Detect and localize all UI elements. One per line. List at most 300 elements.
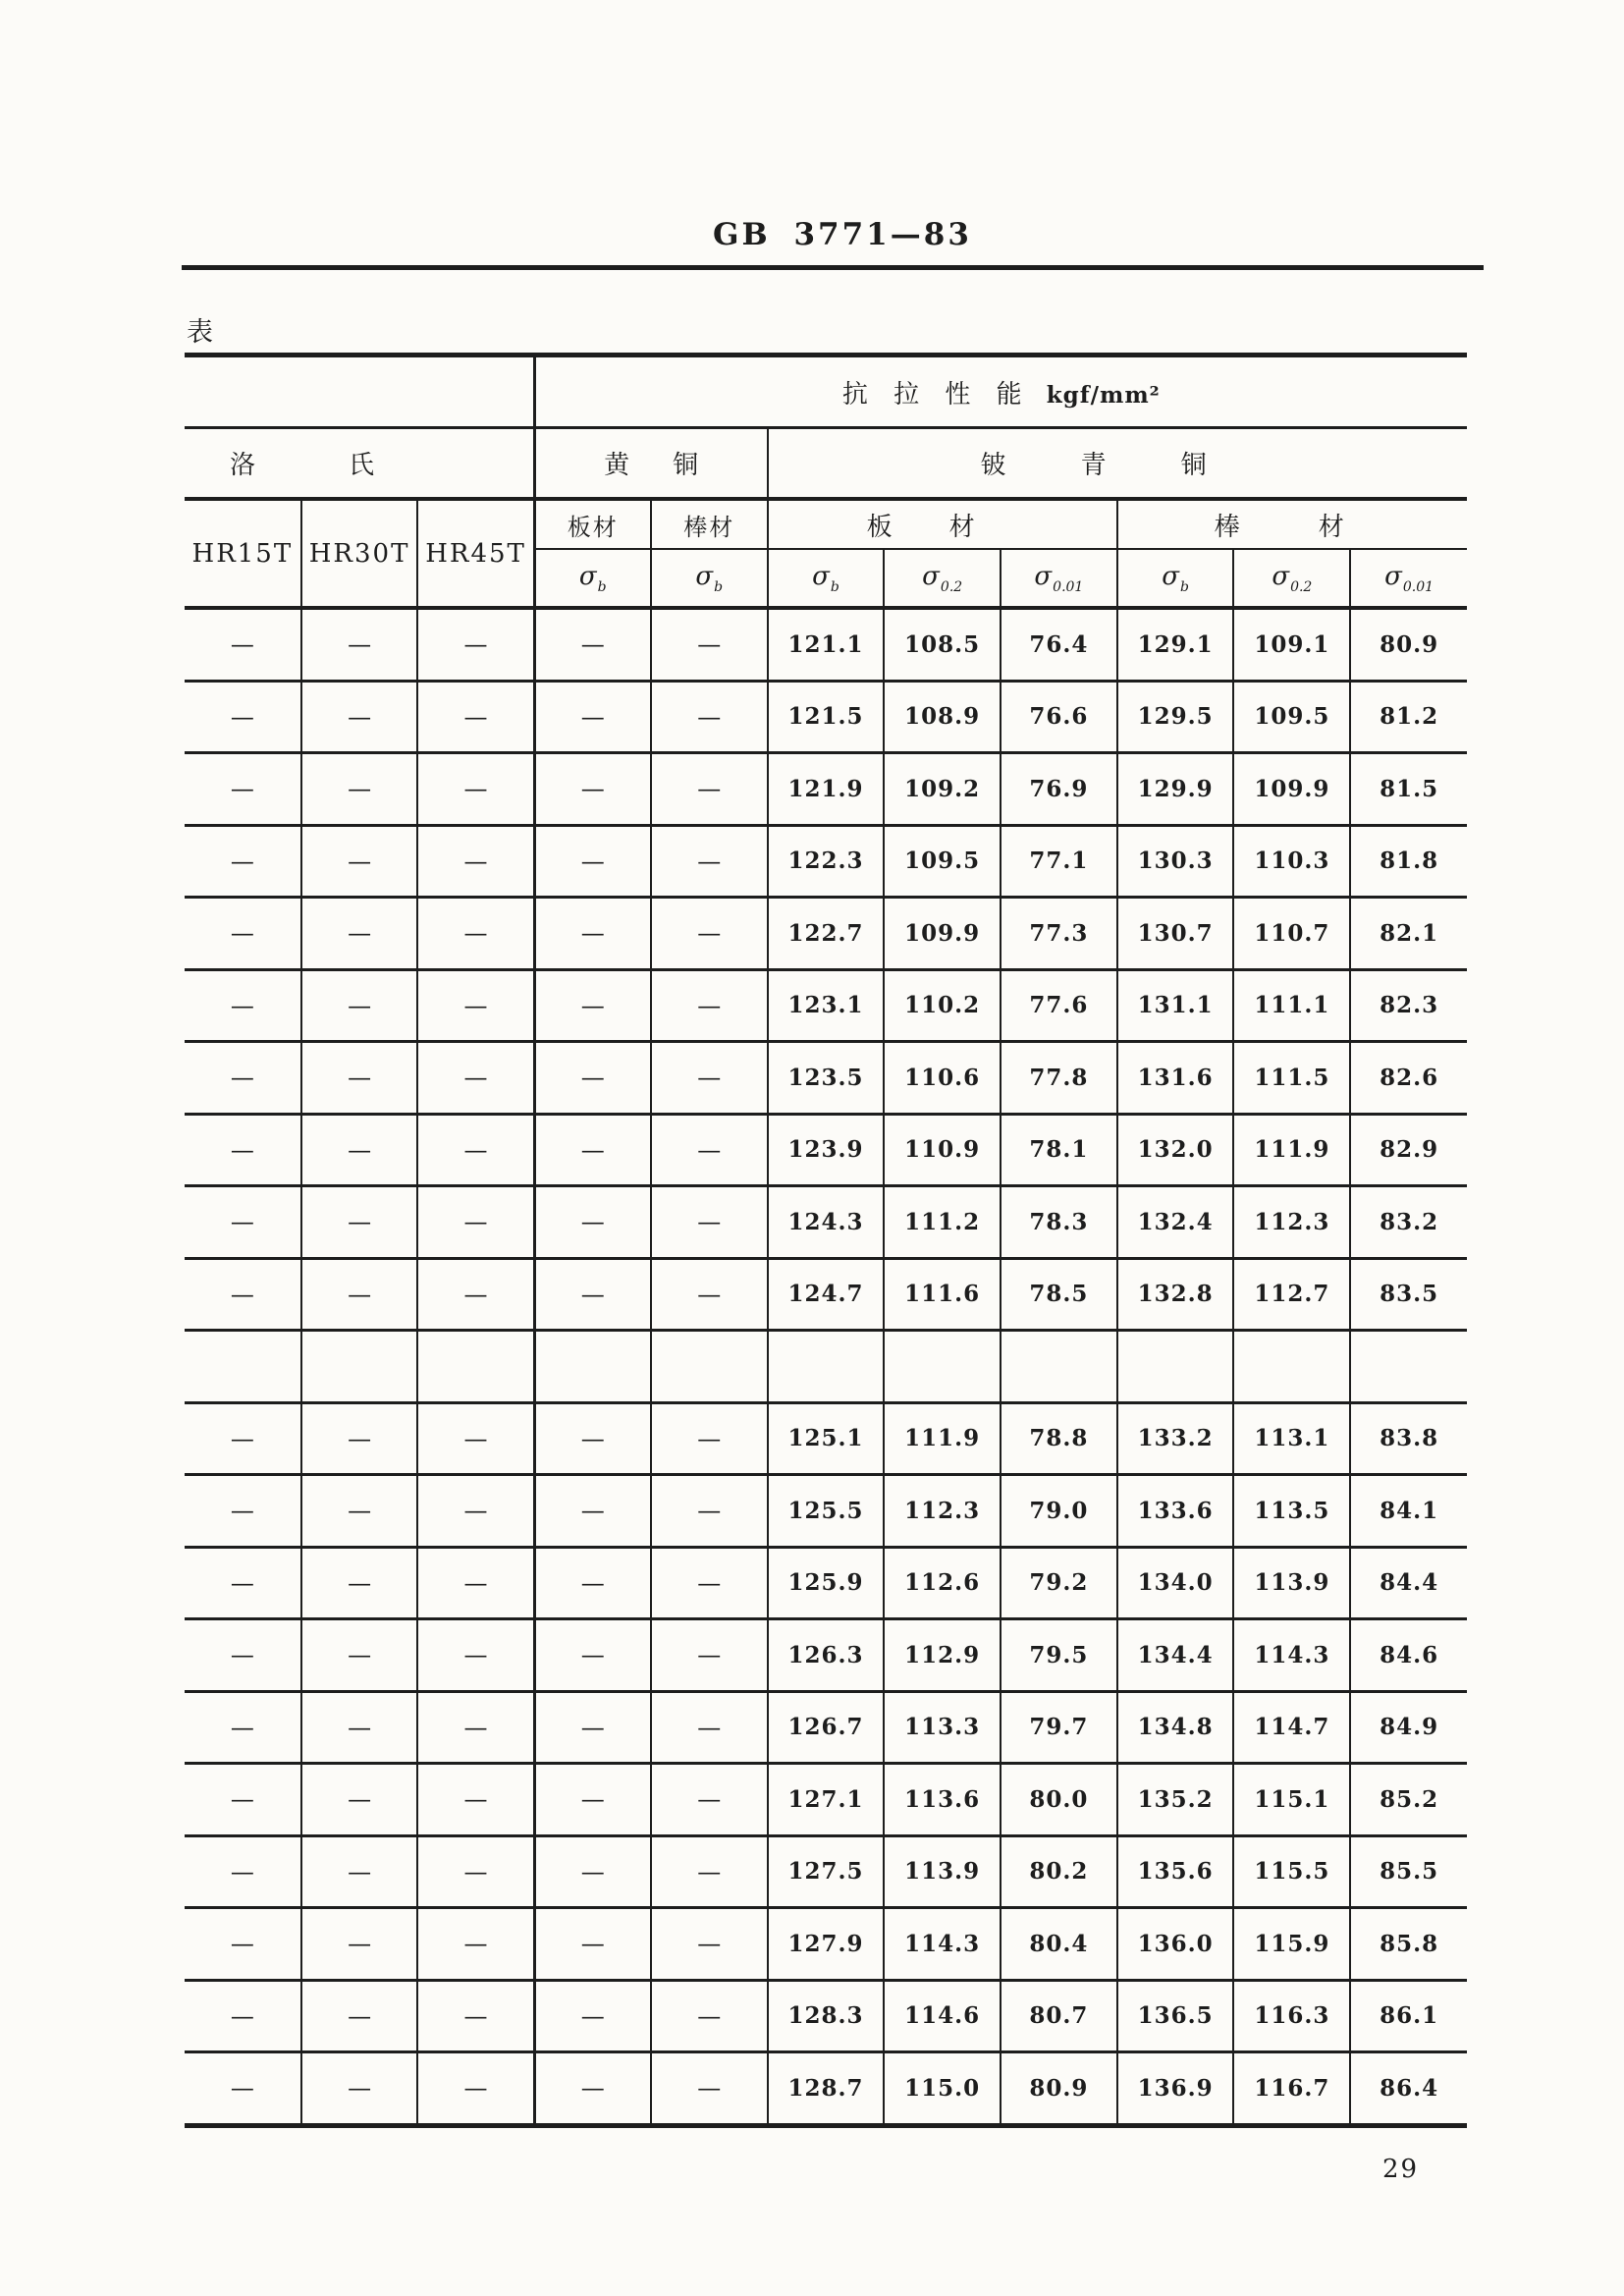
dash-cell: — <box>417 1258 534 1331</box>
dash-cell: — <box>185 1258 301 1331</box>
value-cell: 123.9 <box>768 1114 885 1186</box>
dash-cell: — <box>185 1475 301 1548</box>
dash-cell: — <box>651 608 768 681</box>
rockwell-empty-cell <box>185 355 534 428</box>
value-cell: 110.7 <box>1233 898 1350 970</box>
value-cell: 85.2 <box>1350 1764 1467 1836</box>
value-cell: 122.3 <box>768 825 885 898</box>
value-cell: 78.1 <box>1001 1114 1117 1186</box>
value-cell: 127.5 <box>768 1835 885 1908</box>
value-cell: 79.0 <box>1001 1475 1117 1548</box>
col-header-hr30t: HR30T <box>301 499 418 608</box>
sigma-symbol: σ <box>922 561 940 591</box>
dash-cell: — <box>301 969 418 1042</box>
spacer-row <box>185 1331 1467 1403</box>
header-row-form <box>185 499 1467 549</box>
dash-cell: — <box>417 1980 534 2052</box>
value-cell: 81.8 <box>1350 825 1467 898</box>
dash-cell: — <box>651 1691 768 1764</box>
value-cell: 77.1 <box>1001 825 1117 898</box>
value-cell: 78.8 <box>1001 1402 1117 1475</box>
dash-cell: — <box>651 1186 768 1259</box>
dash-cell: — <box>301 681 418 753</box>
value-cell: 80.4 <box>1001 1908 1117 1981</box>
dash-cell: — <box>651 1402 768 1475</box>
col-header-sigma-b-brass-bar <box>651 549 768 608</box>
value-cell: 76.9 <box>1001 753 1117 826</box>
value-cell: 80.7 <box>1001 1980 1117 2052</box>
col-header-sigma-001-plate <box>1001 549 1117 608</box>
sigma-symbol: σ <box>578 561 597 591</box>
dash-cell: — <box>651 1547 768 1619</box>
value-cell: 80.9 <box>1001 2052 1117 2126</box>
dash-cell: — <box>417 1835 534 1908</box>
dash-cell: — <box>185 969 301 1042</box>
value-cell: 109.1 <box>1233 608 1350 681</box>
dash-cell: — <box>185 898 301 970</box>
sigma-subscript: b <box>597 578 607 595</box>
value-cell: 128.3 <box>768 1980 885 2052</box>
col-header-sigma-02-bar <box>1233 549 1350 608</box>
sigma-subscript: 0.01 <box>1402 578 1435 595</box>
dash-cell: — <box>301 1619 418 1692</box>
dash-cell: — <box>417 1908 534 1981</box>
brass-plate-header: 板材 <box>534 499 651 549</box>
empty-cell <box>768 1331 885 1403</box>
value-cell: 136.5 <box>1117 1980 1234 2052</box>
col-header-sigma-b-plate <box>768 549 885 608</box>
dash-cell: — <box>534 2052 651 2126</box>
table-row <box>185 969 1467 1042</box>
dash-cell: — <box>301 1114 418 1186</box>
dash-cell: — <box>417 2052 534 2126</box>
value-cell: 126.3 <box>768 1619 885 1692</box>
value-cell: 123.5 <box>768 1042 885 1115</box>
tensile-unit-label: kgf/mm² <box>1046 381 1161 409</box>
dash-cell: — <box>301 1547 418 1619</box>
col-header-sigma-b-brass-plate <box>534 549 651 608</box>
dash-cell: — <box>534 1042 651 1115</box>
dash-cell: — <box>301 1908 418 1981</box>
dash-cell: — <box>301 825 418 898</box>
dash-cell: — <box>534 1186 651 1259</box>
dash-cell: — <box>185 1835 301 1908</box>
value-cell: 83.8 <box>1350 1402 1467 1475</box>
dash-cell: — <box>651 1619 768 1692</box>
brass-bar-header: 棒材 <box>651 499 768 549</box>
dash-cell: — <box>417 969 534 1042</box>
value-cell: 136.9 <box>1117 2052 1234 2126</box>
value-cell: 109.5 <box>884 825 1001 898</box>
value-cell: 124.3 <box>768 1186 885 1259</box>
empty-cell <box>417 1331 534 1403</box>
value-cell: 121.1 <box>768 608 885 681</box>
value-cell: 81.5 <box>1350 753 1467 826</box>
sigma-symbol: σ <box>1272 561 1290 591</box>
value-cell: 82.1 <box>1350 898 1467 970</box>
header-row-material <box>185 428 1467 500</box>
value-cell: 114.3 <box>884 1908 1001 1981</box>
value-cell: 135.6 <box>1117 1835 1234 1908</box>
dash-cell: — <box>301 1402 418 1475</box>
table-row <box>185 1114 1467 1186</box>
sigma-subscript: b <box>714 578 724 595</box>
sigma-symbol: σ <box>1034 561 1053 591</box>
dash-cell: — <box>534 753 651 826</box>
dash-cell: — <box>301 753 418 826</box>
table-row <box>185 1402 1467 1475</box>
dash-cell: — <box>185 2052 301 2126</box>
value-cell: 76.6 <box>1001 681 1117 753</box>
dash-cell: — <box>534 1691 651 1764</box>
table-row <box>185 608 1467 681</box>
value-cell: 76.4 <box>1001 608 1117 681</box>
empty-cell <box>534 1331 651 1403</box>
value-cell: 129.5 <box>1117 681 1234 753</box>
value-cell: 113.5 <box>1233 1475 1350 1548</box>
value-cell: 112.3 <box>884 1475 1001 1548</box>
value-cell: 126.7 <box>768 1691 885 1764</box>
table-row <box>185 825 1467 898</box>
col-header-sigma-001-bar <box>1350 549 1467 608</box>
dash-cell: — <box>534 608 651 681</box>
dash-cell: — <box>301 1764 418 1836</box>
beryllium-plate-header: 板材 <box>768 499 1117 549</box>
value-cell: 122.7 <box>768 898 885 970</box>
rockwell-section-header: 洛氏 <box>185 428 534 500</box>
col-header-sigma-b-bar <box>1117 549 1234 608</box>
value-cell: 109.5 <box>1233 681 1350 753</box>
value-cell: 84.9 <box>1350 1691 1467 1764</box>
value-cell: 111.6 <box>884 1258 1001 1331</box>
dash-cell: — <box>185 1980 301 2052</box>
value-cell: 78.3 <box>1001 1186 1117 1259</box>
dash-cell: — <box>417 1114 534 1186</box>
value-cell: 110.6 <box>884 1042 1001 1115</box>
value-cell: 82.9 <box>1350 1114 1467 1186</box>
dash-cell: — <box>185 1114 301 1186</box>
value-cell: 134.8 <box>1117 1691 1234 1764</box>
table-row <box>185 1475 1467 1548</box>
value-cell: 113.9 <box>884 1835 1001 1908</box>
document-title: GB 3771—83 <box>713 217 972 252</box>
dash-cell: — <box>185 1547 301 1619</box>
sigma-subscript: 0.2 <box>940 578 963 595</box>
value-cell: 79.7 <box>1001 1691 1117 1764</box>
value-cell: 125.1 <box>768 1402 885 1475</box>
value-cell: 116.3 <box>1233 1980 1350 2052</box>
dash-cell: — <box>185 1619 301 1692</box>
empty-cell <box>1117 1331 1234 1403</box>
dash-cell: — <box>301 1691 418 1764</box>
dash-cell: — <box>534 1835 651 1908</box>
value-cell: 111.5 <box>1233 1042 1350 1115</box>
dash-cell: — <box>301 1042 418 1115</box>
value-cell: 112.3 <box>1233 1186 1350 1259</box>
dash-cell: — <box>185 1042 301 1115</box>
value-cell: 83.5 <box>1350 1258 1467 1331</box>
value-cell: 111.1 <box>1233 969 1350 1042</box>
dash-cell: — <box>534 969 651 1042</box>
dash-cell: — <box>185 1691 301 1764</box>
value-cell: 85.8 <box>1350 1908 1467 1981</box>
value-cell: 77.3 <box>1001 898 1117 970</box>
dash-cell: — <box>534 681 651 753</box>
value-cell: 131.6 <box>1117 1042 1234 1115</box>
empty-cell <box>884 1331 1001 1403</box>
value-cell: 114.3 <box>1233 1619 1350 1692</box>
table-row <box>185 1258 1467 1331</box>
value-cell: 134.0 <box>1117 1547 1234 1619</box>
value-cell: 127.1 <box>768 1764 885 1836</box>
table-row <box>185 1764 1467 1836</box>
value-cell: 135.2 <box>1117 1764 1234 1836</box>
value-cell: 114.6 <box>884 1980 1001 2052</box>
dash-cell: — <box>417 681 534 753</box>
value-cell: 82.3 <box>1350 969 1467 1042</box>
col-header-hr15t: HR15T <box>185 499 301 608</box>
dash-cell: — <box>185 1764 301 1836</box>
dash-cell: — <box>651 753 768 826</box>
value-cell: 132.4 <box>1117 1186 1234 1259</box>
dash-cell: — <box>301 1186 418 1259</box>
tensile-properties-table <box>185 353 1467 2128</box>
dash-cell: — <box>301 1258 418 1331</box>
sigma-symbol: σ <box>812 561 830 591</box>
beryllium-bar-header: 棒材 <box>1117 499 1467 549</box>
dash-cell: — <box>534 1980 651 2052</box>
sigma-subscript: b <box>830 578 839 595</box>
header-row-tensile <box>185 355 1467 428</box>
value-cell: 109.9 <box>884 898 1001 970</box>
dash-cell: — <box>185 753 301 826</box>
col-header-sigma-02-plate <box>884 549 1001 608</box>
empty-cell <box>651 1331 768 1403</box>
sigma-subscript: b <box>1180 578 1189 595</box>
tensile-properties-label: 抗 拉 性 能 <box>841 379 1031 410</box>
dash-cell: — <box>534 1547 651 1619</box>
table-body <box>185 608 1467 2125</box>
value-cell: 121.5 <box>768 681 885 753</box>
value-cell: 130.7 <box>1117 898 1234 970</box>
dash-cell: — <box>417 1691 534 1764</box>
dash-cell: — <box>185 681 301 753</box>
dash-cell: — <box>651 1908 768 1981</box>
value-cell: 113.3 <box>884 1691 1001 1764</box>
value-cell: 81.2 <box>1350 681 1467 753</box>
value-cell: 113.1 <box>1233 1402 1350 1475</box>
dash-cell: — <box>534 1258 651 1331</box>
value-cell: 136.0 <box>1117 1908 1234 1981</box>
table-row <box>185 1042 1467 1115</box>
value-cell: 80.9 <box>1350 608 1467 681</box>
dash-cell: — <box>417 1042 534 1115</box>
table-row <box>185 1980 1467 2052</box>
empty-cell <box>1233 1331 1350 1403</box>
table-row <box>185 898 1467 970</box>
value-cell: 123.1 <box>768 969 885 1042</box>
dash-cell: — <box>417 753 534 826</box>
value-cell: 110.9 <box>884 1114 1001 1186</box>
dash-cell: — <box>301 608 418 681</box>
dash-cell: — <box>651 1764 768 1836</box>
value-cell: 84.4 <box>1350 1547 1467 1619</box>
value-cell: 78.5 <box>1001 1258 1117 1331</box>
dash-cell: — <box>651 2052 768 2126</box>
value-cell: 83.2 <box>1350 1186 1467 1259</box>
dash-cell: — <box>534 1619 651 1692</box>
value-cell: 108.5 <box>884 608 1001 681</box>
value-cell: 115.9 <box>1233 1908 1350 1981</box>
value-cell: 86.4 <box>1350 2052 1467 2126</box>
sigma-symbol: σ <box>1162 561 1179 591</box>
dash-cell: — <box>417 1186 534 1259</box>
value-cell: 113.6 <box>884 1764 1001 1836</box>
sigma-subscript: 0.01 <box>1053 578 1084 595</box>
value-cell: 77.6 <box>1001 969 1117 1042</box>
value-cell: 84.1 <box>1350 1475 1467 1548</box>
value-cell: 112.7 <box>1233 1258 1350 1331</box>
dash-cell: — <box>534 1764 651 1836</box>
value-cell: 110.2 <box>884 969 1001 1042</box>
table-label: 表 <box>187 317 213 348</box>
brass-section-header: 黄铜 <box>534 428 767 500</box>
dash-cell: — <box>651 1475 768 1548</box>
dash-cell: — <box>651 1258 768 1331</box>
dash-cell: — <box>417 898 534 970</box>
value-cell: 77.8 <box>1001 1042 1117 1115</box>
dash-cell: — <box>534 1475 651 1548</box>
dash-cell: — <box>417 1619 534 1692</box>
value-cell: 109.2 <box>884 753 1001 826</box>
dash-cell: — <box>417 1764 534 1836</box>
beryllium-bronze-section-header: 铍青铜 <box>768 428 1467 500</box>
sigma-symbol: σ <box>695 561 714 591</box>
dash-cell: — <box>417 608 534 681</box>
dash-cell: — <box>651 1980 768 2052</box>
value-cell: 116.7 <box>1233 2052 1350 2126</box>
value-cell: 127.9 <box>768 1908 885 1981</box>
dash-cell: — <box>417 825 534 898</box>
value-cell: 130.3 <box>1117 825 1234 898</box>
empty-cell <box>301 1331 418 1403</box>
page-number: 29 <box>1382 2155 1420 2184</box>
dash-cell: — <box>185 1908 301 1981</box>
value-cell: 134.4 <box>1117 1619 1234 1692</box>
value-cell: 84.6 <box>1350 1619 1467 1692</box>
table-row <box>185 1186 1467 1259</box>
value-cell: 128.7 <box>768 2052 885 2126</box>
table-row <box>185 753 1467 826</box>
dash-cell: — <box>301 1835 418 1908</box>
value-cell: 114.7 <box>1233 1691 1350 1764</box>
dash-cell: — <box>651 969 768 1042</box>
value-cell: 113.9 <box>1233 1547 1350 1619</box>
dash-cell: — <box>651 825 768 898</box>
sigma-symbol: σ <box>1384 561 1402 591</box>
value-cell: 108.9 <box>884 681 1001 753</box>
value-cell: 115.1 <box>1233 1764 1350 1836</box>
value-cell: 82.6 <box>1350 1042 1467 1115</box>
table-row <box>185 2052 1467 2126</box>
dash-cell: — <box>534 898 651 970</box>
value-cell: 132.0 <box>1117 1114 1234 1186</box>
value-cell: 112.9 <box>884 1619 1001 1692</box>
value-cell: 86.1 <box>1350 1980 1467 2052</box>
value-cell: 131.1 <box>1117 969 1234 1042</box>
value-cell: 132.8 <box>1117 1258 1234 1331</box>
value-cell: 79.2 <box>1001 1547 1117 1619</box>
dash-cell: — <box>301 898 418 970</box>
value-cell: 129.9 <box>1117 753 1234 826</box>
value-cell: 115.5 <box>1233 1835 1350 1908</box>
dash-cell: — <box>185 1186 301 1259</box>
dash-cell: — <box>301 1475 418 1548</box>
value-cell: 80.2 <box>1001 1835 1117 1908</box>
dash-cell: — <box>185 1402 301 1475</box>
value-cell: 111.9 <box>884 1402 1001 1475</box>
value-cell: 79.5 <box>1001 1619 1117 1692</box>
top-rule <box>182 265 1484 270</box>
value-cell: 133.2 <box>1117 1402 1234 1475</box>
value-cell: 125.9 <box>768 1547 885 1619</box>
dash-cell: — <box>651 681 768 753</box>
value-cell: 121.9 <box>768 753 885 826</box>
value-cell: 125.5 <box>768 1475 885 1548</box>
dash-cell: — <box>417 1547 534 1619</box>
value-cell: 109.9 <box>1233 753 1350 826</box>
sigma-subscript: 0.2 <box>1290 578 1313 595</box>
dash-cell: — <box>417 1402 534 1475</box>
table-row <box>185 1908 1467 1981</box>
value-cell: 110.3 <box>1233 825 1350 898</box>
dash-cell: — <box>185 825 301 898</box>
value-cell: 129.1 <box>1117 608 1234 681</box>
table-row <box>185 1691 1467 1764</box>
value-cell: 80.0 <box>1001 1764 1117 1836</box>
empty-cell <box>1001 1331 1117 1403</box>
dash-cell: — <box>534 1908 651 1981</box>
value-cell: 111.2 <box>884 1186 1001 1259</box>
value-cell: 133.6 <box>1117 1475 1234 1548</box>
value-cell: 85.5 <box>1350 1835 1467 1908</box>
tensile-properties-header <box>534 355 1467 428</box>
dash-cell: — <box>534 1402 651 1475</box>
dash-cell: — <box>651 1835 768 1908</box>
table-row <box>185 681 1467 753</box>
dash-cell: — <box>417 1475 534 1548</box>
dash-cell: — <box>185 608 301 681</box>
dash-cell: — <box>301 2052 418 2126</box>
table-row <box>185 1547 1467 1619</box>
table-row <box>185 1619 1467 1692</box>
dash-cell: — <box>534 1114 651 1186</box>
table-header <box>185 355 1467 609</box>
dash-cell: — <box>301 1980 418 2052</box>
dash-cell: — <box>651 898 768 970</box>
dash-cell: — <box>651 1042 768 1115</box>
value-cell: 115.0 <box>884 2052 1001 2126</box>
empty-cell <box>1350 1331 1467 1403</box>
value-cell: 124.7 <box>768 1258 885 1331</box>
empty-cell <box>185 1331 301 1403</box>
col-header-hr45t: HR45T <box>417 499 534 608</box>
dash-cell: — <box>651 1114 768 1186</box>
value-cell: 111.9 <box>1233 1114 1350 1186</box>
dash-cell: — <box>534 825 651 898</box>
table-row <box>185 1835 1467 1908</box>
value-cell: 112.6 <box>884 1547 1001 1619</box>
